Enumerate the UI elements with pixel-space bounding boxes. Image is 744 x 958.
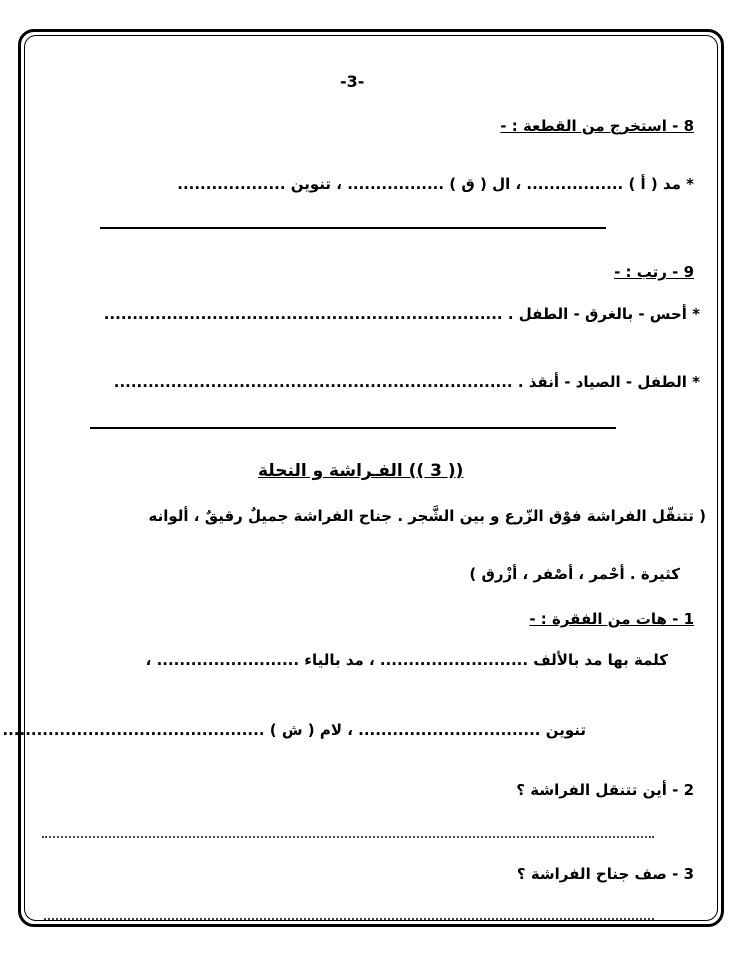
p3-question: 3 - صف جناح الفراشة ؟ [516, 865, 694, 883]
p2-answer-line [42, 836, 654, 838]
passage-line-2: كثيرة . أحْمر ، أصْفر ، أزْرق ) [469, 565, 680, 583]
q9-heading: 9 - رتب : - [614, 263, 694, 281]
separator-2 [90, 427, 616, 429]
page-number: -3- [340, 72, 365, 91]
separator-1 [100, 227, 606, 229]
p1-heading: 1 - هات من الفقرة : - [529, 610, 694, 628]
q9-item-2: * الطفل - الصياد - أنقذ . ...................................................................... [113, 373, 700, 391]
passage-title: (( 3 )) الفـراشة و النحلة [258, 461, 464, 481]
q8-line: * مد ( أ ) ................. ، ال ( ق ) ................. ، تنوين ................... [177, 175, 694, 193]
p3-answer-line [44, 918, 654, 920]
q8-heading: 8 - استخرج من القطعة : - [500, 117, 694, 135]
q9-item-1: * أحس - بالغرق - الطفل . ...................................................................... [103, 305, 700, 323]
passage-line-1: ( تتنقّل الفراشة فوْق الزّرع و بين الشَّجر . جناح الفراشة جميلٌ رقيقٌ ، ألوانه [148, 507, 706, 525]
p2-question: 2 - أين تتنقل الفراشة ؟ [516, 781, 694, 799]
p1-line-1: كلمة بها مد بالألف .......................... ، مد بالياء ......................... ، [145, 651, 668, 669]
p1-line-2: تنوين ................................ ، لام ( ش ) .............................................. [2, 721, 586, 739]
